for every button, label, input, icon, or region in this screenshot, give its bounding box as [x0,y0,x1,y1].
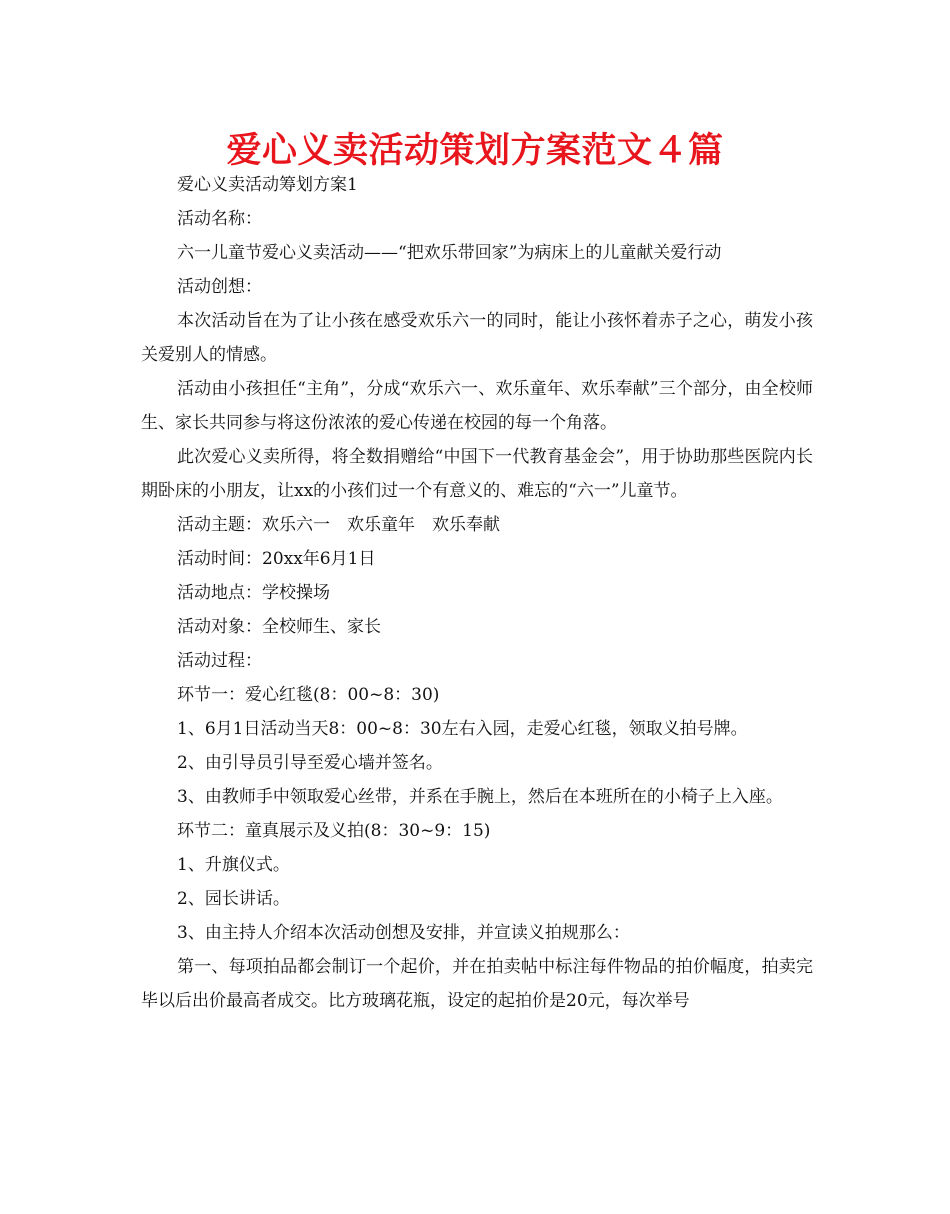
paragraph: 环节二：童真展示及义拍(8：30~9：15) [177,821,491,841]
paragraph: 活动主题：欢乐六一 欢乐童年 欢乐奉献 [177,515,500,535]
paragraph: 环节一：爱心红毯(8：00~8：30) [177,685,440,705]
paragraph: 活动对象：全校师生、家长 [177,617,381,637]
document-title: 爱心义卖活动策划方案范文４篇 [226,131,724,171]
paragraph: 六一儿童节爱心义卖活动——“把欢乐带回家”为病床上的儿童献关爱行动 [177,243,722,263]
paragraph: 1、6月1日活动当天8：00~8：30左右入园，走爱心红毯，领取义拍号牌。 [177,719,748,739]
document-body [141,168,813,1018]
paragraph: 3、由主持人介绍本次活动创想及安排，并宣读义拍规那么： [177,923,630,943]
paragraph: 1、升旗仪式。 [177,855,290,875]
paragraph: 活动创想： [177,277,262,297]
paragraph: 本次活动旨在为了让小孩在感受欢乐六一的同时，能让小孩怀着赤子之心，萌发小孩关爱别人的情感。 [141,311,813,365]
paragraph: 活动名称： [177,209,262,229]
paragraph: 第一、每项拍品都会制订一个起价，并在拍卖帖中标注每件物品的拍价幅度，拍卖完毕以后出价最高者成交。比方玻璃花瓶，设定的起拍价是20元，每次举号 [141,957,813,1011]
paragraph: 活动过程： [177,651,262,671]
paragraph: 2、由引导员引导至爱心墙并签名。 [177,753,443,773]
paragraph: 3、由教师手中领取爱心丝带，并系在手腕上，然后在本班所在的小椅子上入座。 [177,787,783,807]
paragraph: 此次爱心义卖所得，将全数捐赠给“中国下一代教育基金会”，用于协助那些医院内长期卧床的小朋友，让xx的小孩们过一个有意义的、难忘的“六一”儿童节。 [141,447,813,501]
paragraph: 活动由小孩担任“主角”，分成“欢乐六一、欢乐童年、欢乐奉献”三个部分，由全校师生、家长共同参与将这份浓浓的爱心传递在校园的每一个角落。 [141,379,813,433]
paragraph: 2、园长讲话。 [177,889,290,909]
paragraph: 活动时间：20xx年6月1日 [177,549,376,569]
paragraph: 活动地点：学校操场 [177,583,330,603]
paragraph: 爱心义卖活动筹划方案1 [177,175,358,195]
